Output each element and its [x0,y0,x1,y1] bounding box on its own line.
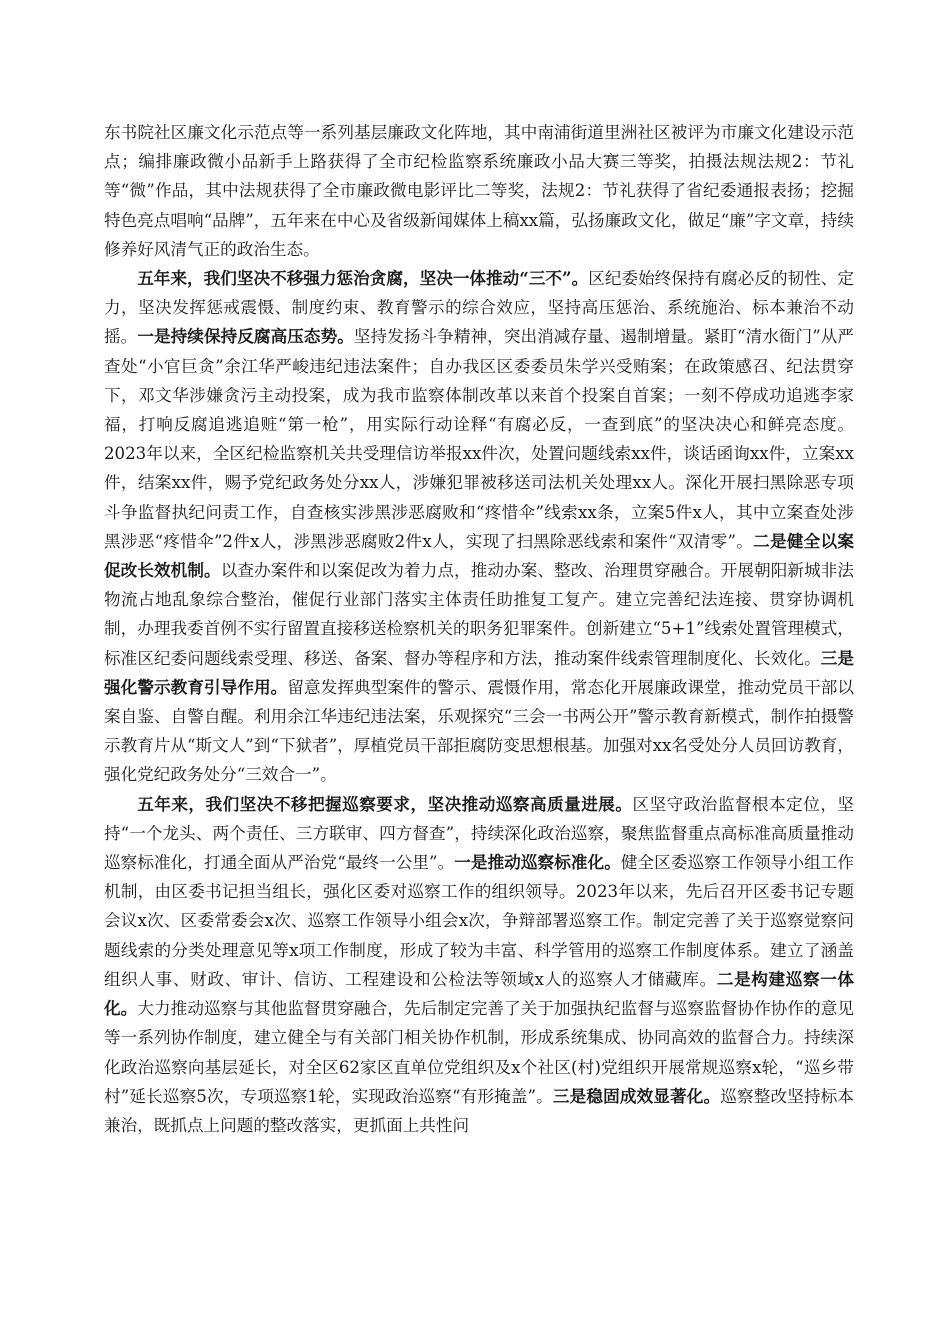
bold-heading-text: 二是构建巡察一体化。 [104,968,855,1019]
body-text: 区坚守政治监督根本定位，坚持“一个龙头、两个责任、三方联审、四方督查”，持续深化政治巡察，聚焦监督重点高标准高质量推动巡察标准化，打通全面从严治党“最终一公里”。 [104,794,855,873]
body-text: 区纪委始终保持有腐必反的韧性、定力，坚决发挥惩戒震慑、制度约束、教育警示的综合效应，坚持高压惩治、系统施治、标本兼治不动摇。 [104,269,855,347]
body-text: 大力推动巡察与其他监督贯穿融合，先后制定完善了关于加强执纪监督与巡察监督协作协作的意见等一系列协作制度，建立健全与有关部门相关协作机制，形成系统集成、协同高效的监督合力。持续深化政治巡察向基层延长，对全区62家区直单位党组织及x个社区(村)党组织开展常规巡察x轮，“巡乡带村”延长巡察5次，专项巡察1轮，实现政治巡察“有形掩盖”。 [104,999,855,1106]
bold-heading-text: 三是强化警示教育引导作用。 [104,647,855,697]
body-text: 巡察整改坚持标本兼治，既抓点上问题的整改落实，更抓面上共性问 [104,1086,855,1135]
body-text: 坚持发扬斗争精神，突出消减存量、遏制增量。紧盯“清水衙门”从严查处“小官巨贪”余江华严峻违纪违法案件；自办我区区委委员朱学兴受贿案；在政策感召、纪法贯穿下，邓文华涉嫌贪污主动投案，成为我市监察体制改革以来首个投案自首案；一刻不停成功追逃李家福，打响反腐追逃追赃“第一枪”，用实际行动诠释“有腐必反，一查到底”的坚决决心和鲜亮态度。2023年以来，全区纪检监察机关共受理信访举报xx件次，处置问题线索xx件，谈话函询xx件，立案xx件，结案xx件，赐予党纪政务处分xx人，涉嫌犯罪被移送司法机关处理xx人。深化开展扫黑除恶专项斗争监督执纪问责工作，自查核实涉黑涉恶腐败和“疼惜伞”线索xx条，立案5件x人，其中立案查处涉黑涉恶“疼惜伞”2件x人，涉黑涉恶腐败2件x人，实现了扫黑除恶线索和案件“双清零”。 [104,327,855,551]
bold-heading-text: 五年来，我们坚决不移把握巡察要求，坚决推动巡察高质量进展。 [137,793,633,814]
bold-heading-text: 一是推动巡察标准化。 [454,852,621,873]
paragraph [104,264,854,790]
body-text: 以查办案件和以案促改为着力点，推动办案、整改、治理贯穿融合。开展朝阳新城非法物流占地乱象综合整治，催促行业部门落实主体责任助推复工复产。建立完善纪法连接、贯穿协调机制，办理我委首例不实行留置直接移送检察机关的职务犯罪案件。创新建立“5+1”线索处置管理模式，标准区纪委问题线索受理、移送、备案、督办等程序和方法，推动案件线索管理制度化、长效化。 [104,561,855,668]
bold-heading-text: 五年来，我们坚决不移强力惩治贪腐，坚决一体推动“三不”。 [137,268,589,289]
body-text: 留意发挥典型案件的警示、震慑作用，常态化开展廉政课堂，推动党员干部以案自鉴、自警自醒。利用余江华违纪违法案，乐观探究“三会一书两公开”警示教育新模式，制作拍摄警示教育片从“斯文人”到“下狱者”，厚植党员干部拒腐防变思想根基。加强对xx名受处分人员回访教育，强化党纪政务处分“三效合一”。 [104,677,855,785]
body-text: 东书院社区廉文化示范点等一系列基层廉政文化阵地，其中南浦街道里洲社区被评为市廉文化建设示范点；编排廉政微小品新手上路获得了全市纪检监察系统廉政小品大赛三等奖，拍摄法规法规2：节礼等“微”作品，其中法规获得了全市廉政微电影评比二等奖，法规2：节礼获得了省纪委通报表扬；挖掘特色亮点唱响“品牌”，五年来在中心及省级新闻媒体上稿xx篇，弘扬廉政文化，做足“廉”字文章，持续修养好风清气正的政治生态。 [104,123,854,259]
bold-heading-text: 三是稳固成效显著化。 [552,1085,721,1106]
paragraph [104,790,854,1140]
paragraph [104,118,854,264]
document-body [104,118,854,1140]
bold-heading-text: 一是持续保持反腐高压态势。 [137,326,354,347]
bold-heading-text: 二是健全以案促改长效机制。 [104,530,854,581]
body-text: 健全区委巡察工作领导小组工作机制，由区委书记担当组长，强化区委对巡察工作的组织领导。2023年以来，先后召开区委书记专题会议x次、区委常委会x次、巡察工作领导小组会x次，争辩部署巡察工作。制定完善了关于巡察觉察问题线索的分类处理意见等x项工作制度，形成了较为丰富、科学管用的巡察工作制度体系。建立了涵盖组织人事、财政、审计、信访、工程建设和公检法等领域x人的巡察人才储藏库。 [104,853,855,989]
